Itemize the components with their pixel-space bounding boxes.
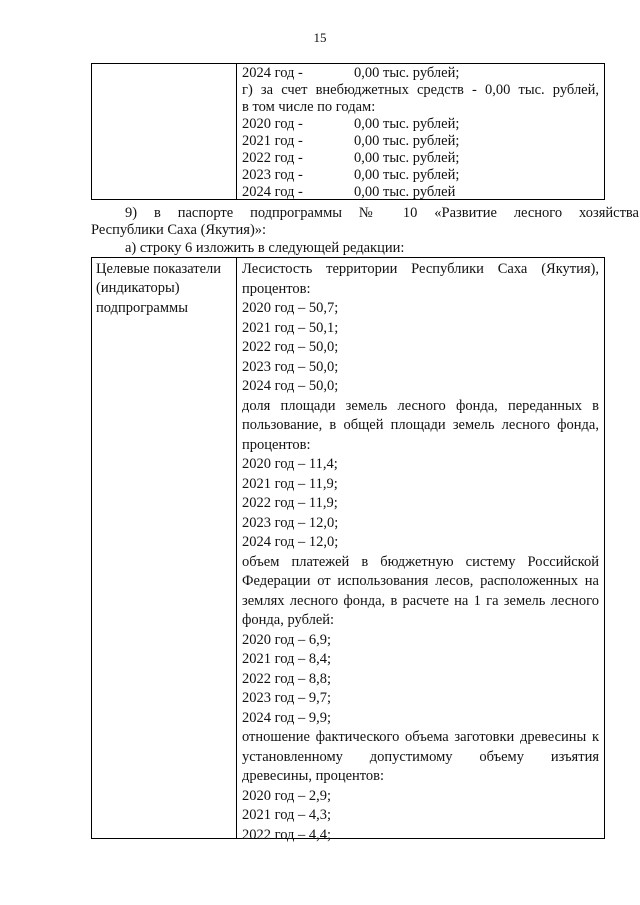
indicator-line: 2022 год – 11,9; bbox=[242, 495, 338, 511]
indicator-line: 2022 год – 8,8; bbox=[242, 670, 332, 687]
indicator-line: 2021 год – 8,4; bbox=[242, 651, 332, 667]
indicators-label-cell bbox=[92, 258, 237, 838]
indicators-label-line: (индикаторы) bbox=[96, 280, 180, 297]
indicator-line: 2022 год – 4,4; bbox=[242, 826, 332, 843]
indicators-values-cell bbox=[237, 258, 604, 843]
indicator-line: доля площади земель лесного фонда, переданных в bbox=[242, 397, 599, 414]
indicator-line: 2023 год – 50,0; bbox=[242, 358, 339, 375]
funding-table-right-cell bbox=[237, 64, 604, 199]
funding-line: в том числе по годам: bbox=[242, 99, 376, 115]
indicator-line: 2021 год – 11,9; bbox=[242, 475, 338, 492]
funding-table-continuation bbox=[91, 63, 605, 200]
indicators-label-line: подпрограммы bbox=[96, 299, 188, 316]
indicator-line: 2024 год – 9,9; bbox=[242, 709, 332, 726]
indicator-line: 2022 год – 50,0; bbox=[242, 339, 339, 355]
indicator-line: древесины, процентов: bbox=[242, 768, 385, 784]
funding-line: 2024 год - 0,00 тыс. рублей bbox=[242, 184, 456, 200]
amendment-instruction: а) строку 6 изложить в следующей редакции: bbox=[125, 240, 405, 256]
funding-table-left-cell bbox=[92, 64, 237, 199]
indicator-line: 2023 год – 9,7; bbox=[242, 690, 332, 706]
indicator-line: 2021 год – 50,1; bbox=[242, 319, 339, 336]
indicator-line: фонда, рублей: bbox=[242, 612, 335, 628]
indicator-line: Лесистость территории Республики Саха (Якутия), bbox=[242, 261, 599, 277]
funding-line: 2021 год - 0,00 тыс. рублей; bbox=[242, 133, 460, 149]
indicator-line: землях лесного фонда, в расчете на 1 га земель лесного bbox=[242, 592, 599, 609]
indicator-line: отношение фактического объема заготовки древесины к bbox=[242, 729, 599, 745]
indicator-line: пользование, в общей площади земель лесного фонда, bbox=[242, 417, 599, 433]
indicator-line: 2020 год – 11,4; bbox=[242, 456, 338, 472]
indicator-line: 2024 год – 50,0; bbox=[242, 378, 339, 394]
indicator-line: 2024 год – 12,0; bbox=[242, 534, 339, 550]
indicator-line: процентов: bbox=[242, 280, 311, 297]
indicator-line: 2020 год – 50,7; bbox=[242, 300, 339, 316]
indicator-line: 2020 год – 2,9; bbox=[242, 787, 332, 804]
indicator-line: 2020 год – 6,9; bbox=[242, 631, 332, 648]
funding-line: 2023 год - 0,00 тыс. рублей; bbox=[242, 167, 460, 183]
amendment-paragraph-line: 9) в паспорте подпрограммы № 10 «Развитие лесного хозяйства bbox=[125, 205, 639, 221]
funding-line: 2020 год - 0,00 тыс. рублей; bbox=[242, 116, 460, 132]
amendment-paragraph-line: Республики Саха (Якутия)»: bbox=[91, 222, 267, 238]
target-indicators-table bbox=[91, 257, 605, 843]
funding-line: 2024 год - 0,00 тыс. рублей; bbox=[242, 65, 460, 81]
funding-line: г) за счет внебюджетных средств - 0,00 тыс. рублей, bbox=[242, 82, 599, 98]
funding-line: 2022 год - 0,00 тыс. рублей; bbox=[242, 150, 460, 166]
indicator-line: процентов: bbox=[242, 436, 311, 453]
indicator-line: объем платежей в бюджетную систему Российской bbox=[242, 553, 599, 570]
page-number: 15 bbox=[313, 30, 327, 45]
indicator-line: 2023 год – 12,0; bbox=[242, 514, 339, 531]
indicator-line: установленному допустимому объему изъятия bbox=[242, 748, 599, 765]
indicator-line: Федерации от использования лесов, расположенных на bbox=[242, 573, 599, 589]
indicators-label-line: Целевые показатели bbox=[96, 261, 222, 277]
indicator-line: 2021 год – 4,3; bbox=[242, 807, 332, 823]
